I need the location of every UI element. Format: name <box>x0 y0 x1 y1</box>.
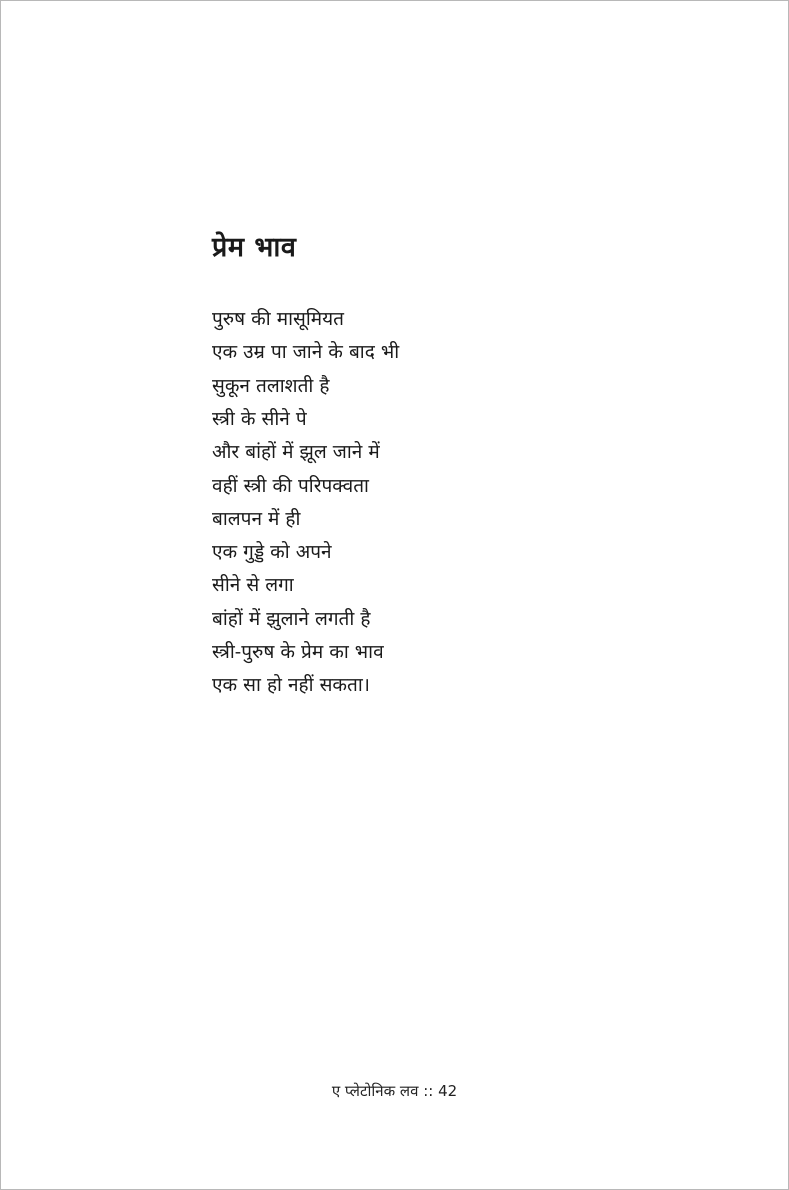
poem-line: पुरुष की मासूमियत <box>212 308 344 331</box>
footer-separator: :: <box>423 1082 434 1100</box>
poem-line: सीने से लगा <box>212 574 294 597</box>
poem-line: स्त्री-पुरुष के प्रेम का भाव <box>212 641 384 664</box>
poem <box>212 230 632 703</box>
poem-line: स्त्री के सीने पे <box>212 407 307 430</box>
poem-line: और बांहों में झूल जाने में <box>212 441 380 464</box>
running-footer <box>332 1081 457 1101</box>
page-footer <box>0 1081 789 1101</box>
poem-line: एक गुड्डे को अपने <box>212 541 332 564</box>
footer-book-title: ए प्लेटोनिक लव <box>331 1082 419 1100</box>
poem-line: एक सा हो नहीं सकता। <box>212 674 370 697</box>
poem-line: वहीं स्त्री की परिपक्वता <box>212 474 369 497</box>
poem-line: बांहों में झुलाने लगती है <box>212 607 371 630</box>
poem-line: सुकून तलाशती है <box>212 374 330 397</box>
poem-title: प्रेम भाव <box>212 232 297 263</box>
page-number: 42 <box>438 1082 458 1100</box>
poem-line: एक उम्र पा जाने के बाद भी <box>212 341 400 364</box>
poem-line: बालपन में ही <box>212 507 301 530</box>
poem-lines <box>212 303 632 703</box>
